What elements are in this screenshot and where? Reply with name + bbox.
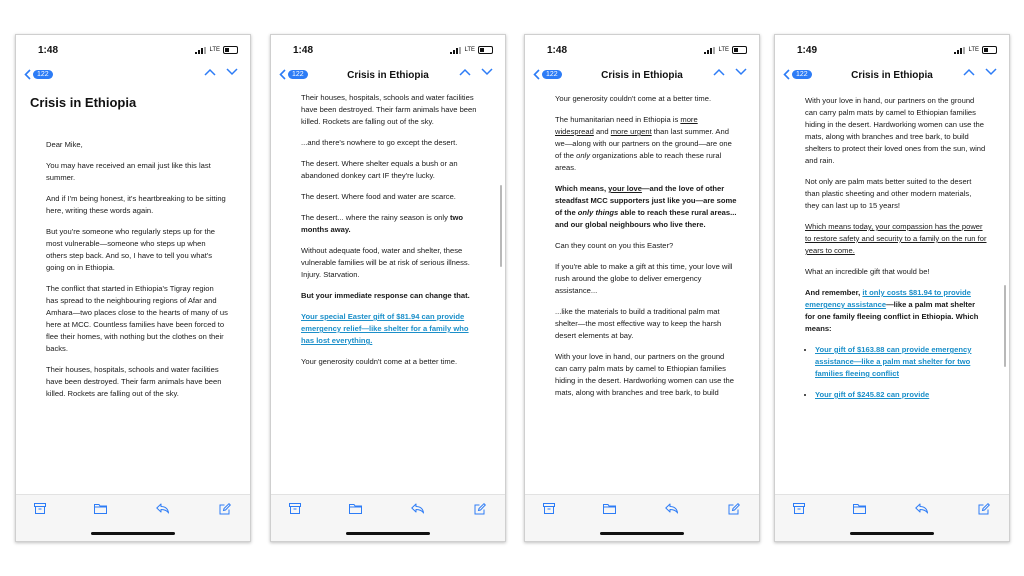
body-paragraph: Their houses, hospitals, schools and water facilities have been destroyed. Their farm animals have been killed. Rockets are falling out of the sky. (301, 93, 477, 126)
status-time: 1:48 (38, 45, 59, 56)
battery-icon (732, 46, 747, 54)
folder-icon (603, 503, 616, 514)
email-subject: Crisis in Ethiopia (30, 95, 137, 110)
body-paragraph: With your love in hand, our partners on the ground can carry palm mats by camel to Ethiopian families hiding in the desert. Hardworking women can use the mats, along with branches and tree bark, to build shelters to protect their loved ones from the sun, wind and rain. (805, 96, 986, 165)
text-run: than last summer. And we—along with our partners on the ground—are one of the (555, 127, 732, 160)
phone-screen-4 (774, 34, 1010, 542)
reply-button[interactable] (665, 503, 678, 514)
donation-link[interactable]: it only costs $81.94 to provide emergency assistance (805, 288, 971, 309)
up-chevron-icon[interactable] (713, 68, 725, 76)
back-chevron-icon (24, 69, 31, 80)
signal-bars-icon (450, 47, 461, 54)
compose-icon (978, 503, 990, 515)
underlined-bold-text: your love (608, 184, 642, 193)
home-indicator (850, 532, 934, 535)
compose-icon (728, 503, 740, 515)
body-paragraph (301, 290, 483, 302)
reply-button[interactable] (411, 503, 424, 514)
unread-count-badge: 122 (288, 70, 308, 79)
compose-icon (219, 503, 231, 515)
underlined-text: more urgent (610, 127, 652, 136)
archive-icon (793, 503, 805, 514)
status-bar (271, 45, 505, 59)
compose-button[interactable] (474, 503, 486, 515)
text-run: and (593, 127, 611, 136)
body-paragraph: The conflict that started in Ethiopia's Tigray region has spread to the neighbouring regions of Afar and Amhara—two places close to the hearts of many of us here at MCC. Countless families have been forced to flee their homes, with nothing but the clothes on their backs. (46, 284, 228, 353)
navigation-bar (775, 67, 1009, 85)
home-indicator (346, 532, 430, 535)
bold-text: But your immediate response can change that. (301, 291, 470, 300)
home-indicator (600, 532, 684, 535)
up-chevron-icon[interactable] (204, 68, 216, 76)
message-nav-arrows (713, 68, 747, 76)
scrollbar[interactable] (1004, 285, 1006, 367)
phone-screen-1 (15, 34, 251, 542)
list-item (815, 389, 987, 401)
nav-title: Crisis in Ethiopia (851, 70, 933, 81)
status-time: 1:48 (293, 45, 314, 56)
unread-count-badge: 122 (542, 70, 562, 79)
body-paragraph: If you're able to make a gift at this time, your love will rush around the globe to deliver emergency assistance... (555, 262, 733, 295)
network-label: LTE (968, 47, 979, 53)
reply-icon (665, 503, 678, 514)
reply-icon (915, 503, 928, 514)
compose-button[interactable] (978, 503, 990, 515)
body-paragraph (805, 287, 987, 335)
bold-text: And remember, (805, 288, 863, 297)
archive-button[interactable] (34, 503, 46, 514)
body-paragraph: Their houses, hospitals, schools and water facilities have been destroyed. Their farm animals have been killed. Rockets are falling out of the sky. (46, 365, 222, 398)
gift-link[interactable]: Your gift of $245.82 can provide (815, 390, 930, 399)
bold-text: —and the love of other steadfast MCC supporters just like you—are some of the (555, 184, 737, 217)
body-paragraph: The desert. Where food and water are scarce. (301, 192, 456, 201)
body-paragraph: You may have received an email just like this last summer. (46, 161, 211, 182)
underlined-text: more widespread (555, 115, 698, 136)
body-paragraph: Not only are palm mats better suited to the desert than plastic sheeting and other modern materials, they can last up to 15 years! (805, 177, 972, 210)
battery-icon (478, 46, 493, 54)
signal-indicators (954, 46, 997, 54)
compose-icon (474, 503, 486, 515)
body-paragraph (301, 212, 483, 236)
list-item (815, 344, 987, 380)
signal-bars-icon (704, 47, 715, 54)
navigation-bar (525, 67, 759, 85)
body-paragraph: The desert. Where shelter equals a bush or an abandoned donkey cart IF they're lucky. (301, 159, 458, 180)
navigation-bar (16, 67, 250, 85)
email-body (301, 92, 483, 377)
battery-icon (982, 46, 997, 54)
down-chevron-icon[interactable] (735, 68, 747, 76)
italic-bold-text: only things (577, 208, 619, 217)
archive-icon (34, 503, 46, 514)
status-time: 1:48 (547, 45, 568, 56)
reply-button[interactable] (915, 503, 928, 514)
folder-icon (349, 503, 362, 514)
bottom-toolbar (525, 494, 759, 541)
up-chevron-icon[interactable] (963, 68, 975, 76)
gift-link[interactable]: Your gift of $163.88 can provide emergency assistance—like a palm mat shelter for two families fleeing conflict (815, 345, 972, 378)
donation-link[interactable]: Your special Easter gift of $81.94 can provide emergency relief—like shelter for a family who has lost everything. (301, 312, 469, 345)
unread-count-badge: 122 (792, 70, 812, 79)
signal-indicators (450, 46, 493, 54)
reply-button[interactable] (156, 503, 169, 514)
message-nav-arrows (963, 68, 997, 76)
reply-icon (411, 503, 424, 514)
navigation-bar (271, 67, 505, 85)
email-body (46, 139, 228, 409)
body-paragraph (301, 311, 483, 347)
bold-text: able to reach these rural areas... and our global neighbours who live there. (555, 208, 737, 229)
body-paragraph: Dear Mike, (46, 140, 83, 149)
bold-text: Which means, (555, 184, 609, 193)
nav-title: Crisis in Ethiopia (347, 70, 429, 81)
body-paragraph: With your love in hand, our partners on the ground can carry palm mats by camel to Ethiopian families hiding in the desert. Hardworking women can use the mats, along with branches and tree bark, to build (555, 352, 734, 397)
body-paragraph: Your generosity couldn't come at a better time. (301, 357, 458, 366)
body-paragraph: Without adequate food, water and shelter, these vulnerable families will be at risk of serious illness. Injury. Starvation. (301, 246, 470, 279)
archive-button[interactable] (289, 503, 301, 514)
italic-text: only (576, 151, 591, 160)
folder-icon (853, 503, 866, 514)
move-folder-button[interactable] (603, 503, 616, 514)
email-body (555, 93, 737, 408)
text-run: The humanitarian need in Ethiopia is (555, 115, 681, 124)
body-paragraph: ...like the materials to build a traditional palm mat shelter—the most effective way to keep the harsh desert elements at bay. (555, 307, 722, 340)
bottom-toolbar (775, 494, 1009, 541)
body-paragraph: ...and there's nowhere to go except the desert. (301, 138, 458, 147)
bottom-toolbar (271, 494, 505, 541)
bold-text: two months away. (301, 213, 464, 234)
status-bar (525, 45, 759, 59)
network-label: LTE (464, 47, 475, 53)
body-paragraph (555, 114, 737, 174)
status-bar (16, 45, 250, 59)
message-nav-arrows (204, 68, 238, 76)
text-run: The desert... where the rainy season is only (301, 213, 450, 222)
body-paragraph: Which means today, your compassion has the power to restore safety and security to a family on the run for years to come. (805, 222, 987, 255)
compose-button[interactable] (728, 503, 740, 515)
status-time: 1:49 (797, 45, 818, 56)
text-run: organizations able to reach these rural areas. (555, 151, 722, 172)
reply-icon (156, 503, 169, 514)
body-paragraph (555, 183, 737, 231)
signal-bars-icon (954, 47, 965, 54)
gift-list (805, 344, 987, 401)
signal-bars-icon (195, 47, 206, 54)
phone-screen-2 (270, 34, 506, 542)
folder-icon (94, 503, 107, 514)
body-paragraph: Your generosity couldn't come at a better time. (555, 94, 712, 103)
signal-indicators (704, 46, 747, 54)
archive-icon (543, 503, 555, 514)
network-label: LTE (718, 47, 729, 53)
unread-count-badge: 122 (33, 70, 53, 79)
body-paragraph: Can they count on you this Easter? (555, 241, 674, 250)
up-chevron-icon[interactable] (459, 68, 471, 76)
down-chevron-icon[interactable] (985, 68, 997, 76)
archive-button[interactable] (543, 503, 555, 514)
battery-icon (223, 46, 238, 54)
back-button[interactable] (24, 69, 53, 80)
body-paragraph: And if I'm being honest, it's heartbreaking to be sitting here, writing these words again. (46, 194, 226, 215)
down-chevron-icon[interactable] (226, 68, 238, 76)
move-folder-button[interactable] (853, 503, 866, 514)
move-folder-button[interactable] (94, 503, 107, 514)
archive-button[interactable] (793, 503, 805, 514)
status-bar (775, 45, 1009, 59)
compose-button[interactable] (219, 503, 231, 515)
archive-icon (289, 503, 301, 514)
nav-title: Crisis in Ethiopia (601, 70, 683, 81)
phone-screen-3 (524, 34, 760, 542)
move-folder-button[interactable] (349, 503, 362, 514)
body-paragraph: But you're someone who regularly steps up for the most vulnerable—someone who steps up when others step back. And so, I have to tell you what's going on in Ethiopia. (46, 227, 216, 272)
email-body (805, 95, 987, 410)
bold-text: —like a palm mat shelter for one family fleeing conflict in Ethiopia. Which means: (805, 300, 979, 333)
network-label: LTE (209, 47, 220, 53)
down-chevron-icon[interactable] (481, 68, 493, 76)
message-nav-arrows (459, 68, 493, 76)
scrollbar[interactable] (500, 185, 502, 267)
body-paragraph: What an incredible gift that would be! (805, 267, 930, 276)
signal-indicators (195, 46, 238, 54)
bottom-toolbar (16, 494, 250, 541)
home-indicator (91, 532, 175, 535)
